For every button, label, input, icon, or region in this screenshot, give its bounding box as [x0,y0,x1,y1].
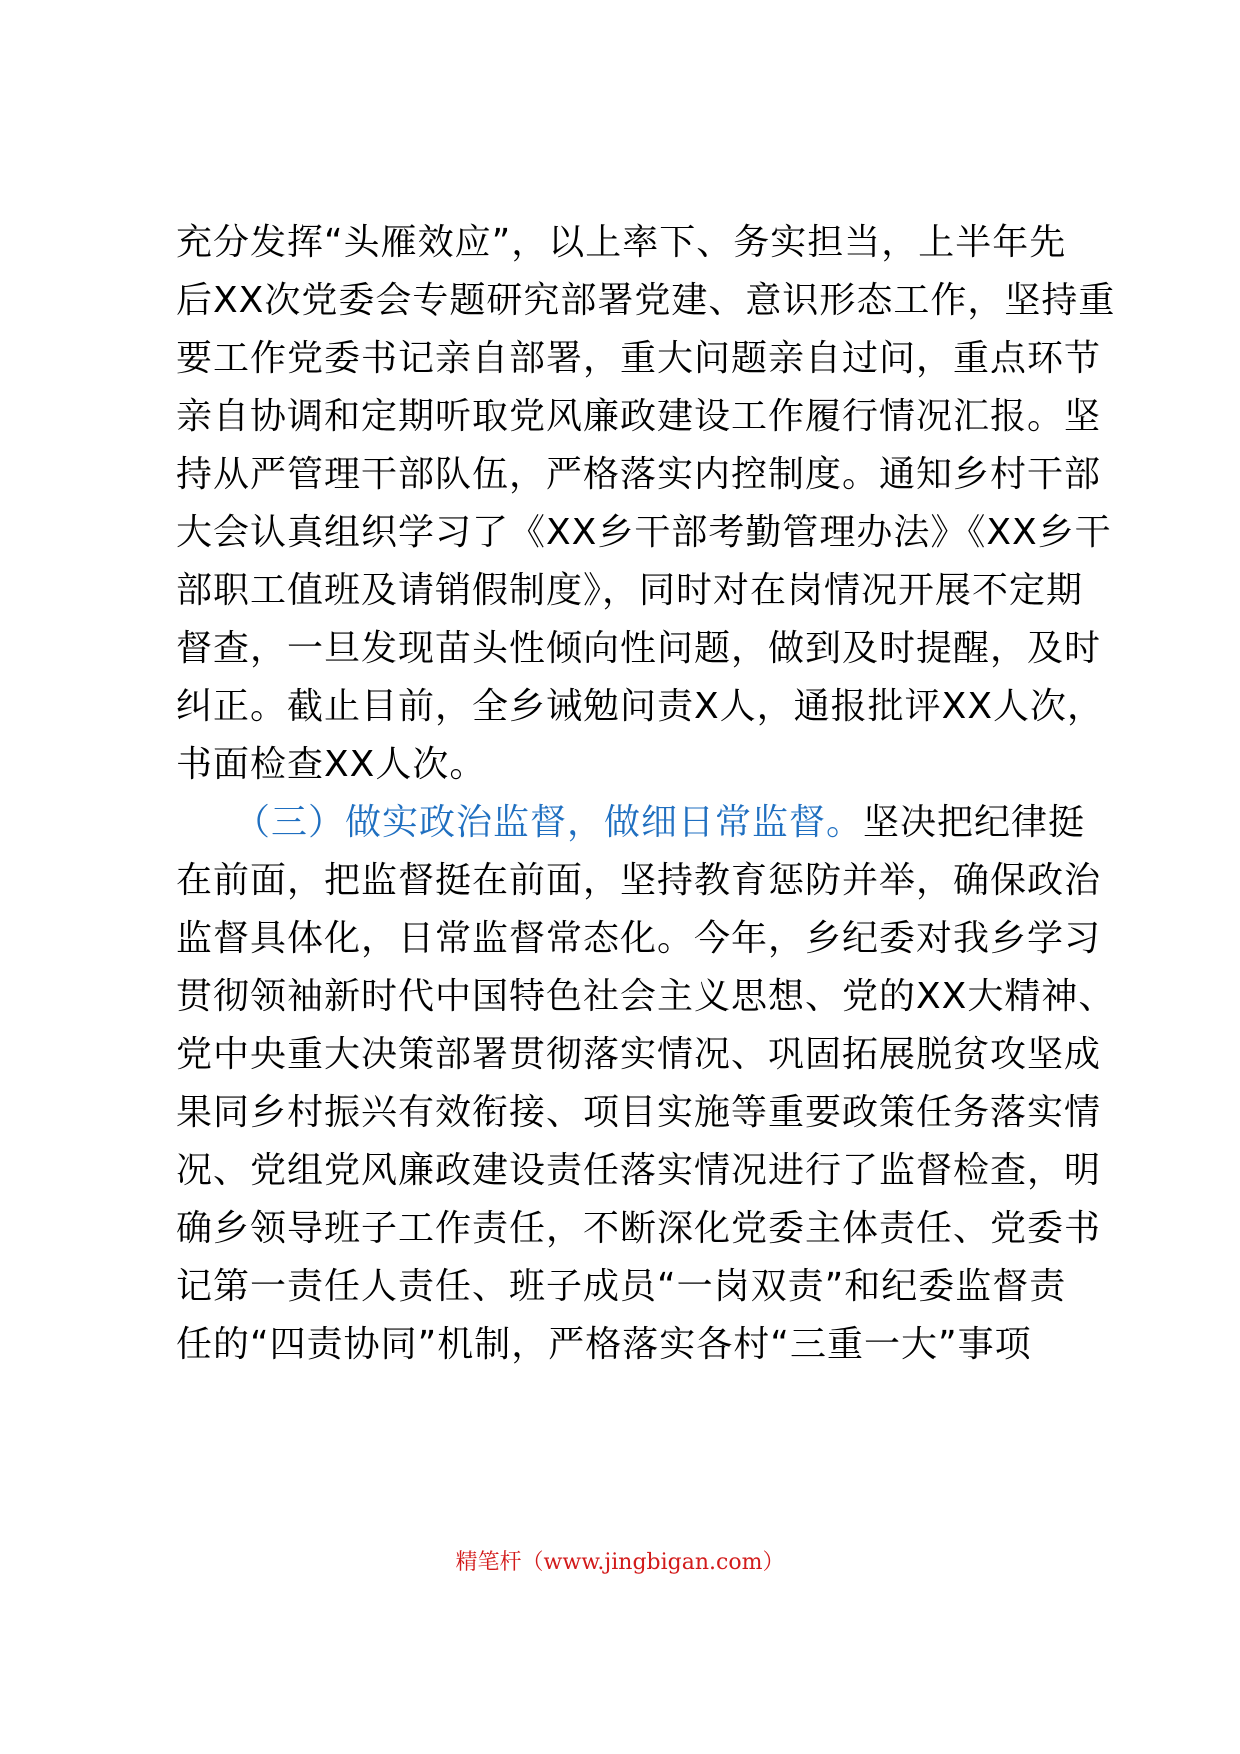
text-line: 部职工值班及请销假制度》，同时对在岗情况开展不定期 [176,570,1084,611]
text-line: 况、党组党风廉政建设责任落实情况进行了监督检查，明 [176,1150,1102,1191]
text-line: 要工作党委书记亲自部署，重大问题亲自过问，重点环节 [176,338,1102,379]
text-line: 果同乡村振兴有效衔接、项目实施等重要政策任务落实情 [176,1092,1102,1133]
section-heading-line [234,801,1085,845]
text-line: 党中央重大决策部署贯彻落实情况、巩固拓展脱贫攻坚成 [176,1034,1102,1075]
text-line: 后XX次党委会专题研究部署党建、意识形态工作，坚持重 [176,280,1116,321]
text-line: 大会认真组织学习了《XX乡干部考勤管理办法》《XX乡干 [176,512,1112,553]
text-line: 亲自协调和定期听取党风廉政建设工作履行情况汇报。坚 [176,396,1102,437]
text-line: 在前面，把监督挺在前面，坚持教育惩防并举，确保政治 [176,860,1102,901]
footer-watermark: 精笔杆（www.jingbigan.com） [455,1550,785,1575]
section-heading: （三）做实政治监督，做细日常监督。 [234,802,864,843]
text-line: 任的“四责协同”机制，严格落实各村“三重一大”事项 [176,1324,1032,1365]
text-line: 贯彻领袖新时代中国特色社会主义思想、党的XX大精神、 [176,976,1116,1017]
text-line: 充分发挥“头雁效应”，以上率下、务实担当，上半年先 [176,222,1067,263]
text-line: 监督具体化，日常监督常态化。今年，乡纪委对我乡学习 [176,918,1102,959]
text-line: 记第一责任人责任、班子成员“一岗双责”和纪委监督责 [176,1266,1067,1307]
text-line: 督查，一旦发现苗头性倾向性问题，做到及时提醒，及时 [176,628,1102,669]
text-line: 纠正。截止目前，全乡诫勉问责X人，通报批评XX人次， [176,686,1104,727]
section-heading-rest: 坚决把纪律挺 [863,802,1086,843]
text-line: 持从严管理干部队伍，严格落实内控制度。通知乡村干部 [176,454,1102,495]
text-line: 书面检查XX人次。 [176,744,487,785]
text-line: 确乡领导班子工作责任，不断深化党委主体责任、党委书 [176,1208,1102,1249]
